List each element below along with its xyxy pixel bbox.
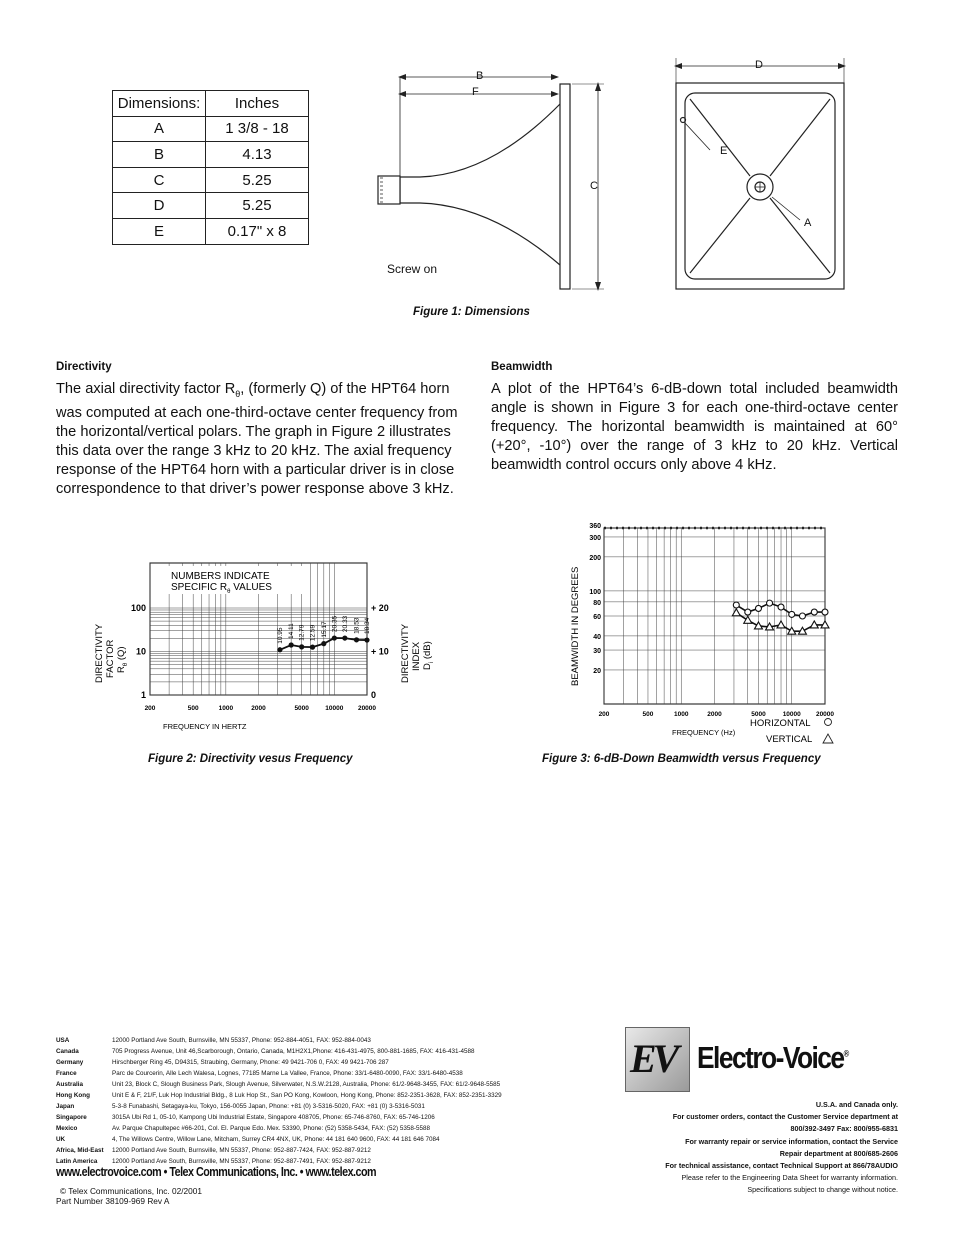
label-b: B	[476, 70, 484, 82]
figure2-x-tick-label: 10000	[325, 705, 344, 712]
office-region: Australia	[56, 1081, 83, 1088]
figure3-x-tick-label: 5000	[751, 711, 766, 718]
figure2-data-point	[354, 637, 359, 642]
office-address: 4, The Willows Centre, Willow Lane, Mitcham, Surrey CR4 4NX, UK, Phone: 44 181 640 9600, FAX: 44 181 646 7084	[112, 1136, 440, 1143]
figure2-legend-sub: θ	[227, 589, 231, 595]
figure2-caption: Figure 2: Directivity vesus Frequency	[148, 753, 353, 765]
office-address: 5-3-8 Funabashi, Setagaya-ku, Tokyo, 156-0055 Japan, Phone: +81 (0) 3-5316-5020, FAX: +81 (0) 3-5316-5031	[112, 1103, 425, 1110]
beamwidth-heading: Beamwidth	[491, 361, 553, 373]
label-d: D	[755, 59, 763, 71]
list-item	[56, 1145, 576, 1156]
contact-line: 800/392-3497 Fax: 800/955-6831	[790, 1124, 898, 1134]
dimension-value-cell: 1 3/8 - 18	[206, 116, 309, 142]
figure2-point-label: 20.33	[341, 615, 349, 633]
figure2-ylabel-left-sub: θ	[123, 662, 129, 667]
figure2-ticks	[131, 603, 389, 712]
list-item	[56, 1035, 576, 1046]
office-address: Parc de Courcerin, Alle Lech Walesa, Lognes, 77185 Marne La Vallee, France, Phone: 33/1-6480-0090, FAX: 33/1-6480-4538	[112, 1070, 463, 1077]
part-number: Part Number 38109-969 Rev A	[56, 1196, 170, 1206]
table-row	[113, 193, 309, 219]
figure2-data-point	[289, 642, 294, 647]
table-row	[113, 116, 309, 142]
figure3-y-tick-label: 80	[593, 599, 601, 607]
figure2-point-label: 18.53	[353, 617, 361, 634]
list-item	[56, 1068, 576, 1079]
copyright: © Telex Communications, Inc. 02/2001	[60, 1186, 203, 1196]
contact-line: Please refer to the Engineering Data Sheet for warranty information.	[681, 1173, 898, 1183]
label-c: C	[590, 180, 598, 192]
figure2-data-point	[277, 647, 282, 652]
figure2-data-point	[321, 641, 326, 646]
office-address-list	[56, 1035, 576, 1167]
directivity-heading: Directivity	[56, 361, 112, 373]
office-address: Unit 23, Block C, Slough Business Park, Slough Avenue, Silverwater, N.S.W.2128, Australia, Phone: 61/2-9648-3455, FAX: 61/2-9648-5585	[112, 1081, 501, 1088]
contact-line: For technical assistance, contact Technical Support at 866/78AUDIO	[665, 1161, 898, 1171]
figure3-horizontal-point	[811, 609, 817, 615]
figure1-dimension-drawing	[360, 55, 860, 295]
figure3-y-tick-label: 40	[593, 633, 601, 641]
directivity-text-end: , (formerly Q) of the HPT64 horn was computed at each one-third-octave center frequency from the horizontal/vertical polars. The graph in Figure 2 illustrates this data over the range 3 kHz to 20 kHz. The axial frequency response of the HPT64 horn with a particular driver is in close correspondence to that driver’s power response above 3 kHz.	[56, 381, 458, 497]
figure2-x-tick-label: 500	[187, 705, 199, 712]
dimension-letter-cell: D	[113, 193, 206, 219]
figure3-horizontal-point	[799, 613, 805, 619]
dimensions-header-cell: Inches	[206, 91, 309, 117]
dimensions-header-cell: Dimensions:	[113, 91, 206, 117]
figure2-ylabel-right-3	[422, 641, 435, 670]
figure3-y-tick-label: 20	[593, 667, 601, 675]
dimension-value-cell: 5.25	[206, 193, 309, 219]
figure3-legend-triangle-icon	[823, 734, 833, 743]
figure2-y-tick-label: 100	[130, 603, 146, 613]
contact-info-block	[538, 1099, 898, 1197]
figure2-data-point	[364, 637, 369, 642]
figure2-xlabel: FREQUENCY IN HERTZ	[163, 722, 247, 731]
list-item	[56, 1046, 576, 1057]
directivity-text-start: The axial directivity factor R	[56, 381, 236, 397]
dimension-value-cell: 4.13	[206, 142, 309, 168]
figure2-ylabel-left-1: DIRECTIVITY	[94, 623, 105, 683]
figure2-y-right-tick-label: + 10	[371, 646, 389, 657]
figure3-y-tick-label: 300	[589, 534, 601, 542]
horn-side-view	[378, 74, 604, 291]
figure3-legend-circle-icon	[825, 719, 832, 726]
list-item	[56, 1134, 576, 1145]
figure2-ylabel-right-1: DIRECTIVITY	[400, 623, 411, 683]
figure2-y-tick-label: 1	[140, 690, 146, 700]
office-region: USA	[56, 1037, 70, 1044]
figure3-vertical-point	[732, 609, 740, 616]
figure3-horizontal-point	[733, 602, 739, 608]
figure2-y-right-tick-label: + 20	[371, 603, 389, 613]
dimensions-table-body	[113, 91, 309, 245]
beamwidth-paragraph: A plot of the HPT64’s 6-dB-down total included beamwidth angle is shown in Figure 3 for each one-third-octave center frequency. The horizontal beamwidth is maintained at 60° (+20°, -10°) over the range of 3 kHz to 20 kHz. Vertical beamwidth control occurs only above 4 kHz.	[491, 381, 898, 473]
figure3-legend-horizontal: HORIZONTAL	[750, 718, 811, 729]
table-row	[113, 142, 309, 168]
office-region: France	[56, 1070, 77, 1077]
figure3-xlabel: FREQUENCY (Hz)	[672, 728, 736, 737]
figure2-data-point	[310, 645, 315, 650]
office-region: Latin America	[56, 1158, 98, 1165]
figure2-point-label: 12.79	[298, 624, 306, 641]
figure2-ylabel-right	[400, 623, 435, 683]
figure3-horizontal-point	[789, 611, 795, 617]
directivity-paragraph	[56, 380, 463, 499]
web-links-line: www.electrovoice.com • Telex Communications, Inc. • www.telex.com	[56, 1165, 377, 1179]
figure2-ylabel-right-sub: i	[429, 661, 435, 664]
ev-logo-mark: EV	[630, 1036, 676, 1081]
logo-text: Electro-Voice	[697, 1040, 844, 1075]
dimension-value-cell: 0.17" x 8	[206, 218, 309, 244]
office-region: Mexico	[56, 1125, 78, 1132]
figure3-x-tick-label: 20000	[815, 711, 835, 718]
figure3-horizontal-point	[822, 609, 828, 615]
contact-line: Repair department at 800/685-2606	[779, 1148, 898, 1158]
directivity-text-sub: θ	[235, 388, 241, 399]
office-region: Germany	[56, 1059, 84, 1066]
figure3-vertical-point	[777, 621, 785, 628]
figure2-point-label: 14.11	[288, 623, 296, 639]
horn-front-view	[674, 58, 846, 289]
figure2-x-tick-label: 2000	[251, 705, 266, 712]
label-screw-on: Screw on	[387, 262, 438, 276]
dimension-letter-cell: B	[113, 142, 206, 168]
figure2-point-label: 15.17	[320, 621, 328, 638]
list-item	[56, 1101, 576, 1112]
figure3-ticks	[589, 523, 834, 718]
figure3-x-tick-label: 2000	[707, 711, 722, 718]
figure3-x-tick-label: 1000	[674, 711, 689, 718]
figure3-vertical-point	[744, 616, 752, 623]
dimensions-header-row	[113, 91, 309, 117]
office-address: 12000 Portland Ave South, Burnsville, MN 55337, Phone: 952-884-4051, FAX: 952-884-0043	[112, 1037, 371, 1044]
office-address: 705 Progress Avenue, Unit 46,Scarborough, Ontario, Canada, M1H2X1,Phone: 416-431-4975, 800-881-1685, FAX: 416-431-4588	[112, 1048, 475, 1055]
contact-line: For customer orders, contact the Customer Service department at	[672, 1112, 898, 1122]
dimension-letter-cell: E	[113, 218, 206, 244]
office-address: Hirschberger Ring 45, D94315, Straubing, Germany, Phone: 49 9421-706 0, FAX: 49 9421-706 287	[112, 1059, 389, 1066]
figure2-ylabel-left	[94, 623, 129, 683]
figure2-x-tick-label: 5000	[294, 705, 309, 712]
office-address: 12000 Portland Ave South, Burnsville, MN 55337, Phone: 952-887-7424, FAX: 952-887-9212	[112, 1147, 371, 1154]
figure2-legend-end: VALUES	[230, 582, 272, 593]
figure2-data-point	[299, 644, 304, 649]
dimension-letter-cell: C	[113, 167, 206, 193]
figure2-legend-line1: NUMBERS INDICATE	[171, 571, 270, 582]
figure3-x-tick-label: 200	[598, 711, 610, 718]
figure2-point-label: 10.95	[276, 627, 284, 644]
office-address: Av. Parque Chapultepec #66-201, Col. El. Parque Edo. Mex. 53390, Phone: (52) 5358-5434, FAX: (52) 5358-5588	[112, 1125, 430, 1132]
logo-registered: ®	[843, 1048, 848, 1059]
figure3-x-tick-label: 500	[642, 711, 654, 718]
figure2-point-label: 20.35	[331, 615, 339, 633]
figure3-y-tick-label: 200	[589, 554, 601, 562]
dimensions-table	[112, 90, 309, 245]
figure2-ylabel-left-3	[116, 646, 129, 673]
figure3-y-tick-label: 60	[593, 614, 601, 621]
figure3-y-tick-label: 100	[589, 588, 601, 596]
figure2-ylabel-left-2: FACTOR	[105, 639, 116, 678]
figure2-ylabel-left-r: R	[116, 666, 127, 673]
figure1-caption: Figure 1: Dimensions	[413, 306, 530, 318]
office-region: Japan	[56, 1103, 75, 1110]
list-item	[56, 1112, 576, 1123]
office-address: 12000 Portland Ave South, Burnsville, MN 55337, Phone: 952-887-7491, FAX: 952-887-9212	[112, 1158, 371, 1165]
dimension-value-cell: 5.25	[206, 167, 309, 193]
figure3-beamwidth-chart	[562, 518, 852, 748]
figure2-data-point	[342, 635, 347, 640]
office-region: Singapore	[56, 1114, 87, 1121]
figure3-ylabel: BEAMWIDTH IN DEGREES	[570, 566, 581, 686]
list-item	[56, 1079, 576, 1090]
figure2-legend-r: SPECIFIC R	[171, 582, 228, 593]
office-address: 3015A Ubi Rd 1, 05-10, Kampong Ubi Industrial Estate, Singapore 408705, Phone: 65-746-8760, FAX: 65-746-1206	[112, 1114, 435, 1121]
office-region: UK	[56, 1136, 66, 1143]
ev-logo-icon	[625, 1027, 690, 1092]
figure3-y-tick-label: 360	[589, 523, 601, 530]
contact-line: U.S.A. and Canada only.	[815, 1100, 898, 1109]
figure3-horizontal-point	[778, 604, 784, 610]
figure2-ylabel-right-d: D	[422, 663, 433, 670]
dimension-letter-cell: A	[113, 116, 206, 142]
contact-line: For warranty repair or service information, contact the Service	[685, 1136, 898, 1146]
figure3-y-tick-label: 30	[593, 648, 601, 656]
figure3-horizontal-point	[745, 609, 751, 615]
figure3-horizontal-point	[767, 600, 773, 606]
figure3-marks	[732, 600, 829, 634]
contact-line: Specifications subject to change without notice.	[747, 1185, 898, 1195]
table-row	[113, 218, 309, 244]
label-f: F	[472, 86, 479, 98]
office-region: Hong Kong	[56, 1092, 90, 1099]
office-region: Canada	[56, 1048, 79, 1055]
electro-voice-wordmark	[697, 1040, 848, 1076]
figure3-legend-vertical: VERTICAL	[766, 734, 813, 745]
figure2-x-tick-label: 1000	[218, 705, 234, 712]
list-item	[56, 1123, 576, 1134]
office-region: Africa, Mid-East	[56, 1147, 104, 1154]
label-e: E	[720, 145, 728, 157]
list-item	[56, 1090, 576, 1101]
figure2-directivity-chart	[88, 558, 448, 733]
figure2-x-tick-label: 20000	[357, 705, 377, 712]
figure3-x-tick-label: 10000	[782, 711, 801, 718]
figure2-y-right-tick-label: 0	[371, 690, 377, 700]
office-address: Unit E & F, 21/F, Luk Hop Industrial Bldg., 8 Luk Hop St., San PO Kong, Kowloon, Hong Kong, Phone: 852-2351-3628, FAX: 852-2351-3329	[112, 1092, 502, 1099]
figure3-caption: Figure 3: 6-dB-Down Beamwidth versus Frequency	[542, 753, 821, 765]
figure2-point-label: 12.59	[309, 624, 317, 642]
table-row	[113, 167, 309, 193]
figure2-ylabel-right-2: INDEX	[411, 641, 422, 671]
list-item	[56, 1057, 576, 1068]
label-a: A	[804, 217, 812, 229]
figure2-data-point	[332, 635, 337, 640]
figure3-horizontal-point	[755, 605, 761, 611]
figure2-point-label: 18.34	[364, 617, 371, 635]
figure2-ylabel-right-db: (dB)	[422, 641, 433, 662]
figure2-x-tick-label: 200	[144, 705, 156, 712]
figure2-y-tick-label: 10	[135, 646, 146, 657]
figure2-ylabel-left-q: (Q)	[116, 646, 127, 663]
